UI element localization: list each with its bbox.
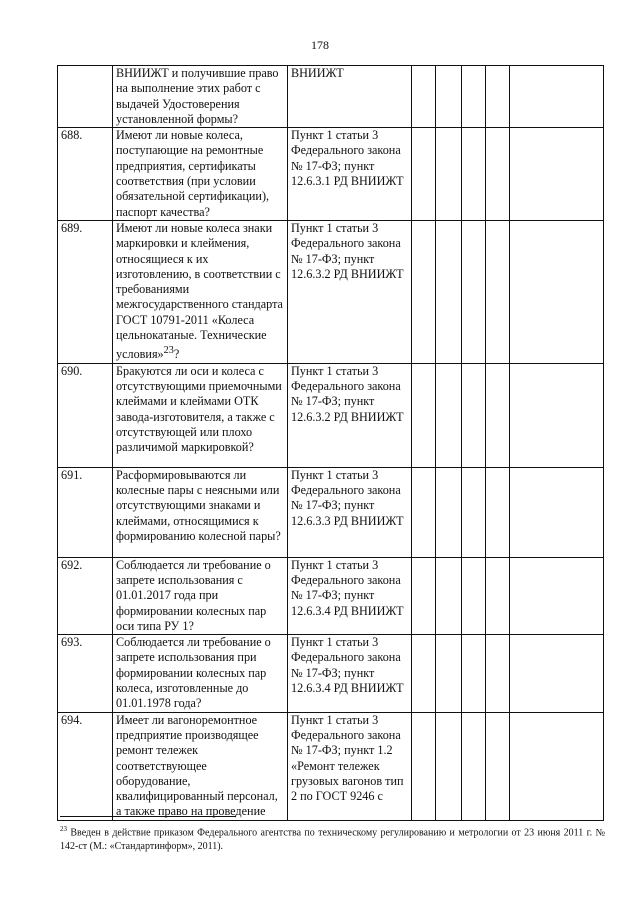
question-cell: Расформировываются ли колесные пары с неясными или отсутствующими знаками и клеймами, относящимися к формированию колесной пары? — [113, 467, 288, 557]
question-end: ? — [173, 347, 180, 362]
answer-extra-cell — [486, 220, 510, 363]
table-row — [58, 128, 604, 221]
reference-cell: Пункт 1 статьи 3 Федерального закона № 17-ФЗ; пункт 1.2 «Ремонт тележек грузовых вагонов тип 2 по ГОСТ 9246 с — [288, 712, 412, 820]
reference-cell: Пункт 1 статьи 3 Федерального закона № 17-ФЗ; пункт 12.6.3.3 РД ВНИИЖТ — [288, 467, 412, 557]
answer-na-cell — [462, 220, 486, 363]
answer-extra-cell — [486, 128, 510, 221]
footnote-text: Введен в действие приказом Федерального агентства по техническому регулированию и метрологии от 23 июня 2011 г. № 142-ст (М.: «Стандартинформ», 2011). — [60, 827, 606, 853]
answer-yes-cell — [412, 220, 436, 363]
answer-na-cell — [462, 363, 486, 467]
notes-cell — [510, 363, 604, 467]
question-cell: ВНИИЖТ и получившие право на выполнение этих работ с выдачей Удостоверения установленной формы? — [113, 66, 288, 128]
answer-na-cell — [462, 712, 486, 820]
checklist-table — [57, 65, 604, 821]
footnote — [60, 822, 605, 854]
reference-cell: Пункт 1 статьи 3 Федерального закона № 17-ФЗ; пункт 12.6.3.4 РД ВНИИЖТ — [288, 635, 412, 712]
table-row — [58, 467, 604, 557]
footnote-marker: 23 — [60, 825, 67, 833]
answer-no-cell — [436, 220, 462, 363]
question-cell: Соблюдается ли требование о запрете использования с 01.01.2017 года при формировании колесных пар оси типа РУ 1? — [113, 557, 288, 634]
answer-na-cell — [462, 128, 486, 221]
answer-no-cell — [436, 712, 462, 820]
notes-cell — [510, 557, 604, 634]
question-cell: Бракуются ли оси и колеса с отсутствующими приемочными клеймами и клеймами ОТК завода-изготовителя, а также с отсутствующей или плохо различимой маркировкой? — [113, 363, 288, 467]
notes-cell — [510, 635, 604, 712]
answer-no-cell — [436, 363, 462, 467]
notes-cell — [510, 467, 604, 557]
notes-cell — [510, 128, 604, 221]
row-number: 691. — [58, 467, 113, 557]
row-number: 694. — [58, 712, 113, 820]
row-number: 688. — [58, 128, 113, 221]
row-number — [58, 66, 113, 128]
reference-cell: Пункт 1 статьи 3 Федерального закона № 17-ФЗ; пункт 12.6.3.1 РД ВНИИЖТ — [288, 128, 412, 221]
answer-na-cell — [462, 557, 486, 634]
reference-cell: Пункт 1 статьи 3 Федерального закона № 17-ФЗ; пункт 12.6.3.4 РД ВНИИЖТ — [288, 557, 412, 634]
footnote-divider — [60, 816, 236, 817]
answer-yes-cell — [412, 128, 436, 221]
answer-yes-cell — [412, 363, 436, 467]
answer-na-cell — [462, 635, 486, 712]
row-number: 690. — [58, 363, 113, 467]
answer-extra-cell — [486, 557, 510, 634]
answer-yes-cell — [412, 635, 436, 712]
page-number: 178 — [311, 38, 329, 52]
answer-na-cell — [462, 467, 486, 557]
answer-yes-cell — [412, 712, 436, 820]
row-number: 692. — [58, 557, 113, 634]
answer-extra-cell — [486, 712, 510, 820]
footnote-ref: 23 — [163, 345, 174, 357]
answer-extra-cell — [486, 635, 510, 712]
table-row — [58, 220, 604, 363]
answer-extra-cell — [486, 467, 510, 557]
answer-extra-cell — [486, 363, 510, 467]
question-cell: Соблюдается ли требование о запрете использования при формировании колесных пар колеса, изготовленные до 01.01.1978 года? — [113, 635, 288, 712]
answer-yes-cell — [412, 66, 436, 128]
answer-no-cell — [436, 66, 462, 128]
row-number: 689. — [58, 220, 113, 363]
table-row — [58, 363, 604, 467]
row-number: 693. — [58, 635, 113, 712]
notes-cell — [510, 712, 604, 820]
answer-na-cell — [462, 66, 486, 128]
table-row — [58, 557, 604, 634]
answer-no-cell — [436, 635, 462, 712]
reference-cell: ВНИИЖТ — [288, 66, 412, 128]
answer-no-cell — [436, 467, 462, 557]
notes-cell — [510, 66, 604, 128]
reference-cell: Пункт 1 статьи 3 Федерального закона № 17-ФЗ; пункт 12.6.3.2 РД ВНИИЖТ — [288, 363, 412, 467]
question-cell: Имеют ли новые колеса, поступающие на ремонтные предприятия, сертификаты соответствия (при условии обязательной сертификации), паспорт качества? — [113, 128, 288, 221]
table-row — [58, 712, 604, 820]
question-text: Имеют ли новые колеса знаки маркировки и клеймения, относящиеся к их изготовлению, в соответствии с требованиями межгосударственного стандарта ГОСТ 10791-2011 «Колеса цельнокатаные. Технические условия» — [116, 220, 283, 362]
answer-no-cell — [436, 128, 462, 221]
question-cell — [113, 220, 288, 363]
answer-yes-cell — [412, 557, 436, 634]
answer-no-cell — [436, 557, 462, 634]
table-row — [58, 66, 604, 128]
reference-cell: Пункт 1 статьи 3 Федерального закона № 17-ФЗ; пункт 12.6.3.2 РД ВНИИЖТ — [288, 220, 412, 363]
answer-yes-cell — [412, 467, 436, 557]
answer-extra-cell — [486, 66, 510, 128]
question-cell: Имеет ли вагоноремонтное предприятие производящее ремонт тележек соответствующее оборудование, квалифицированный персонал, а также право на проведение — [113, 712, 288, 820]
notes-cell — [510, 220, 604, 363]
table-row — [58, 635, 604, 712]
